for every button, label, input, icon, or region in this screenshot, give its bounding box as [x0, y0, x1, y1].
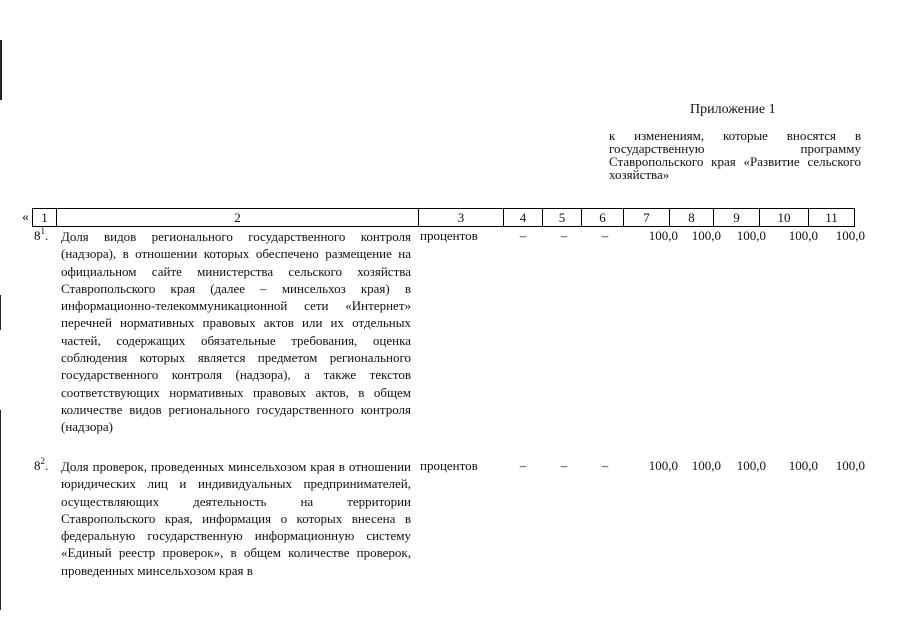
cell-col7: 100,0 — [648, 458, 678, 473]
column-header: 10 — [760, 209, 809, 226]
row-description: Доля видов регионального государственного контроля (надзора), в отношении которых обеспечено размещение на официальном сайте министерства сельского хозяйства Ставропольского края (далее – минсельхоз края) в информационно-телекоммуникационной сети «Интернет» перечней нормативных правовых актов или их отдельных частей, содержащих обязательные требования, оценка соблюдения которых является предметом регионального государственного контроля (надзора), а также текстов соответствующих нормативных правовых актов, в общем количестве видов регионального государственного контроля (надзора) — [61, 229, 411, 435]
column-header: 2 — [57, 209, 419, 226]
cell-col10: 100,0 — [788, 228, 818, 243]
row-unit: процентов — [420, 458, 478, 473]
cell-col9: 100,0 — [736, 458, 766, 473]
column-header: 8 — [670, 209, 714, 226]
column-header: 4 — [504, 209, 543, 226]
table-header-row — [32, 208, 855, 227]
cell-col5: – — [560, 458, 568, 473]
cell-col10: 100,0 — [788, 458, 818, 473]
annex-title: Приложение 1 — [690, 102, 776, 117]
cell-col8: 100,0 — [691, 228, 721, 243]
row-number: $8^1$. — [34, 226, 49, 243]
opening-quote: « — [22, 210, 29, 225]
column-header: 1 — [33, 209, 57, 226]
column-header: 11 — [825, 210, 838, 225]
column-header: 9 — [714, 209, 760, 226]
annex-subtitle: к изменениям, которые вносятся в государственную программу Ставропольского края «Развитие сельского хозяйства» — [609, 128, 861, 182]
cell-col6: – — [601, 228, 609, 243]
cell-col6: – — [601, 458, 609, 473]
row-number: $8^2$. — [34, 456, 49, 473]
cell-col4: – — [519, 228, 527, 243]
column-header: 5 — [543, 209, 582, 226]
cell-col11: 100,0 — [835, 458, 865, 473]
column-header: 7 — [624, 209, 670, 226]
cell-col8: 100,0 — [691, 458, 721, 473]
cell-col4: – — [519, 458, 527, 473]
cell-col7: 100,0 — [648, 228, 678, 243]
scan-margin-mark — [0, 295, 1, 330]
row-unit: процентов — [420, 228, 478, 243]
column-header: 6 — [582, 209, 624, 226]
cell-col9: 100,0 — [736, 228, 766, 243]
scan-margin-mark — [0, 410, 1, 610]
row-description: Доля проверок, проведенных минсельхозом края в отношении юридических лиц и индивидуальных предпринимателей, осуществляющих деятельность на территории Ставропольского края, информация о которых внесена в федеральную государственную информационную систему «Единый реестр проверок», в общем количестве проверок, проведенных минсельхозом края в — [61, 459, 411, 578]
scan-margin-mark — [0, 40, 2, 100]
cell-col5: – — [560, 228, 568, 243]
cell-col11: 100,0 — [835, 228, 865, 243]
column-header: 3 — [419, 209, 504, 226]
